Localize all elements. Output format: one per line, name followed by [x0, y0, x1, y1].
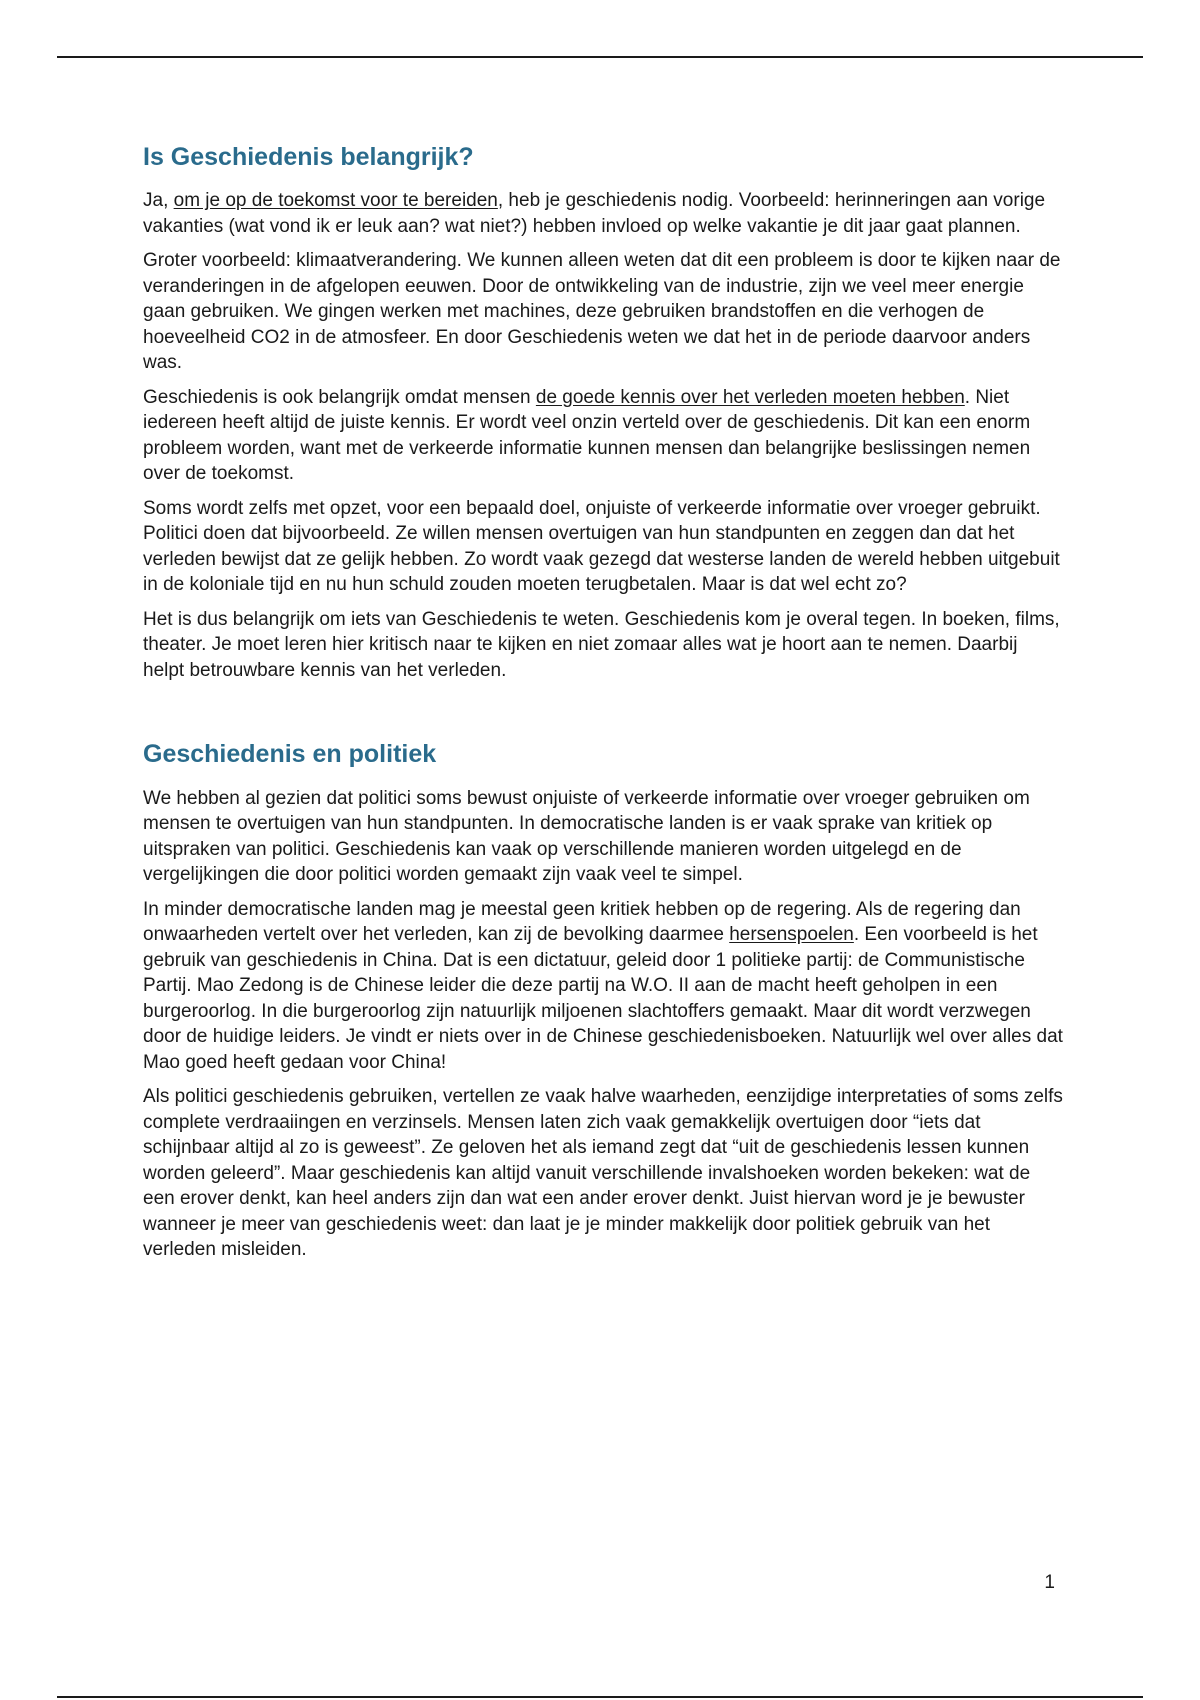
- underlined-phrase: om je op de toekomst voor te bereiden: [173, 190, 498, 212]
- paragraph: Ja, om je op de toekomst voor te bereiden, heb je geschiedenis nodig. Voorbeeld: herinneringen aan vorige vakanties (wat vond ik er leuk aan? wat niet?) hebben invloed op welke vakantie je dit jaar gaat plannen.: [143, 190, 1046, 237]
- page-number: 1: [1044, 1572, 1055, 1593]
- paragraph: Geschiedenis is ook belangrijk omdat mensen de goede kennis over het verleden moeten hebben. Niet iedereen heeft altijd de juiste kennis. Er wordt veel onzin verteld over de geschiedenis. Dit kan een enorm probleem worden, want met de verkeerde informatie kunnen mensen dan belangrijke beslissingen nemen over de toekomst.: [143, 386, 1031, 485]
- section-importance: [143, 142, 1063, 683]
- header-rule: [57, 56, 1143, 58]
- paragraph: Groter voorbeeld: klimaatverandering. We kunnen alleen weten dat dit een probleem is door te kijken naar de veranderingen in de afgelopen eeuwen. Door de ontwikkeling van de industrie, zijn we veel meer energie gaan gebruiken. We gingen werken met machines, deze gebruiken brandstoffen en die verhogen de hoeveelheid CO2 in de atmosfeer. En door Geschiedenis weten we dat het in de periode daarvoor anders was.: [143, 250, 1061, 374]
- paragraph: Als politici geschiedenis gebruiken, vertellen ze vaak halve waarheden, eenzijdige interpretaties of soms zelfs complete verdraaiingen en verzinsels. Mensen laten zich vaak gemakkelijk overtuigen door “iets dat schijnbaar altijd al zo is geweest”. Ze geloven het als iemand zegt dat “uit de geschiedenis lessen kunnen worden geleerd”. Maar geschiedenis kan altijd vanuit verschillende invalshoeken worden bekeken: wat de een erover denkt, kan heel anders zijn dan wat een ander erover denkt. Juist hiervan word je je bewuster wanneer je meer van geschiedenis weet: dan laat je je minder makkelijk door politiek gebruik van het verleden misleiden.: [143, 1086, 1063, 1260]
- section-heading: Geschiedenis en politiek: [143, 740, 437, 769]
- underlined-phrase: hersenspoelen: [729, 924, 854, 945]
- section-heading: Is Geschiedenis belangrijk?: [143, 143, 474, 171]
- paragraph: Het is dus belangrijk om iets van Geschiedenis te weten. Geschiedenis kom je overal tegen. In boeken, films, theater. Je moet leren hier kritisch naar te kijken en niet zomaar alles wat je hoort aan te nemen. Daarbij helpt betrouwbare kennis van het verleden.: [143, 608, 1060, 681]
- paragraph: Soms wordt zelfs met opzet, voor een bepaald doel, onjuiste of verkeerde informatie over vroeger gebruikt. Politici doen dat bijvoorbeeld. Ze willen mensen overtuigen van hun standpunten en zeggen dan dat het verleden bewijst dat ze gelijk hebben. Zo wordt vaak gezegd dat westerse landen de wereld hebben uitgebuit in de koloniale tijd en nu hun schuld zouden moeten terugbetalen. Maar is dat wel echt zo?: [143, 497, 1060, 596]
- footer-rule: [57, 1696, 1143, 1698]
- section-politics: [143, 739, 1063, 1262]
- paragraph: In minder democratische landen mag je meestal geen kritiek hebben op de regering. Als de regering dan onwaarheden vertelt over het verleden, kan zij de bevolking daarmee hersenspoelen. Een voorbeeld is het gebruik van geschiedenis in China. Dat is een dictatuur, geleid door 1 politieke partij: de Communistische Partij. Mao Zedong is de Chinese leider die deze partij na W.O. II aan de macht heeft geholpen in een burgeroorlog. In die burgeroorlog zijn natuurlijk miljoenen slachtoffers gemaakt. Maar dit wordt verzwegen door de huidige leiders. Je vindt er niets over in de Chinese geschiedenisboeken. Natuurlijk wel over alles dat Mao goed heeft gedaan voor China!: [143, 898, 1063, 1073]
- page-content: [143, 142, 1063, 1272]
- paragraph: We hebben al gezien dat politici soms bewust onjuiste of verkeerde informatie over vroeger gebruiken om mensen te overtuigen van hun standpunten. In democratische landen is er vaak sprake van kritiek op uitspraken van politici. Geschiedenis kan vaak op verschillende manieren worden uitgelegd en de vergelijkingen die door politici worden gemaakt zijn vaak veel te simpel.: [143, 787, 1030, 885]
- underlined-phrase: de goede kennis over het verleden moeten hebben: [535, 386, 965, 408]
